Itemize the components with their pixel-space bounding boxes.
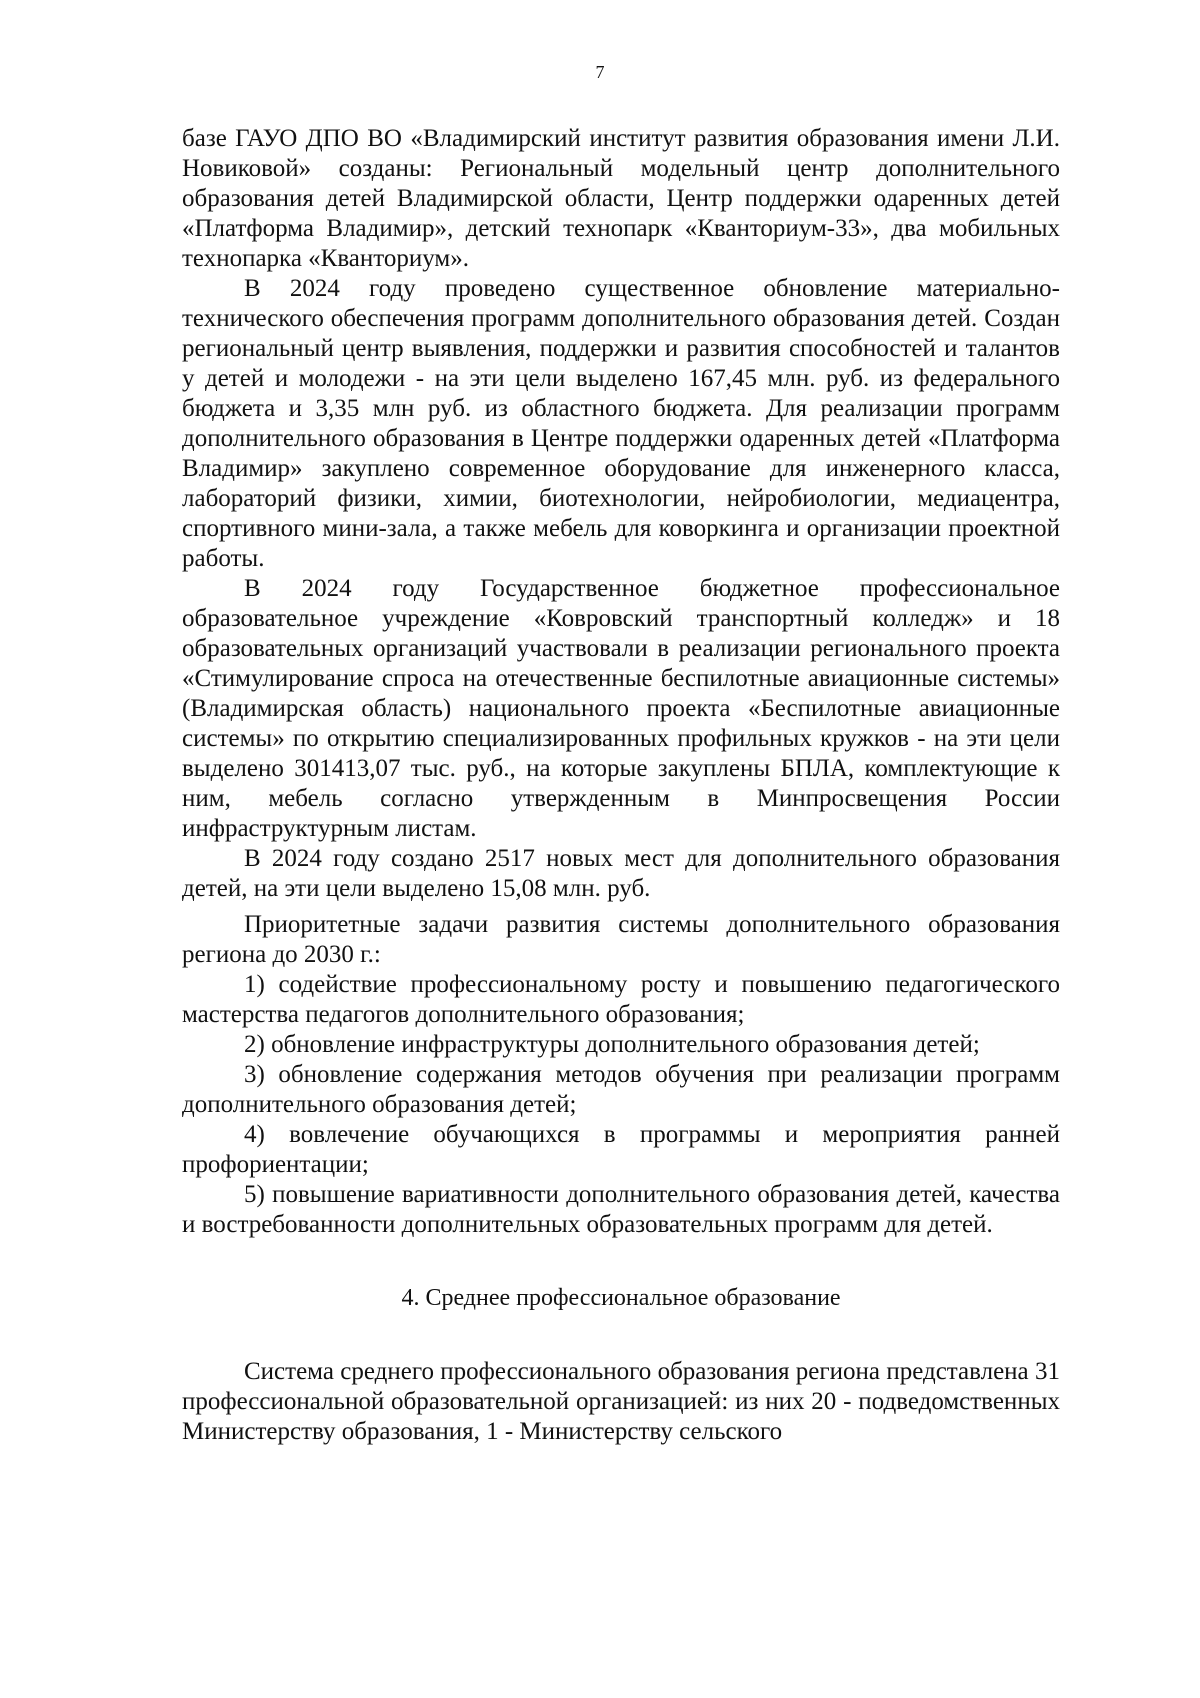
page-number: 7 [595,62,605,82]
document-body [182,124,1060,1447]
paragraph-spo-system: Система среднего профессионального образования региона представлена 31 профессиональной образовательной организацией: из них 20 - подведомственных Министерству образования, 1 - Министерству сельского [182,1358,1060,1445]
paragraph-continuation: базе ГАУО ДПО ВО «Владимирский институт развития образования имени Л.И. Новиковой» созданы: Региональный модельный центр дополнительного образования детей Владимирской области, Центр поддержки одаренных детей «Платформа Владимир», детский технопарк «Кванториум-33», два мобильных технопарка «Кванториум». [182,125,1060,272]
paragraph-equipment-update: В 2024 году проведено существенное обновление материально-технического обеспечения программ дополнительного образования детей. Создан региональный центр выявления, поддержки и развития способностей и талантов у детей и молодежи - на эти цели выделено 167,45 млн. руб. из федерального бюджета и 3,35 млн руб. из областного бюджета. Для реализации программ дополнительного образования в Центре поддержки одаренных детей «Платформа Владимир» закуплено современное оборудование для инженерного класса, лабораторий физики, химии, биотехнологии, нейробиологии, медиацентра, спортивного мини-зала, а также мебель для коворкинга и организации проектной работы. [182,275,1060,572]
section-heading: 4. Среднее профессиональное образование [401,1285,841,1311]
task-item-3: 3) обновление содержания методов обучения при реализации программ дополнительного образования детей; [182,1061,1060,1118]
task-item-4: 4) вовлечение обучающихся в программы и мероприятия ранней профориентации; [182,1121,1060,1178]
task-item-5: 5) повышение вариативности дополнительного образования детей, качества и востребованности дополнительных образовательных программ для детей. [182,1181,1060,1238]
paragraph-priority-tasks: Приоритетные задачи развития системы дополнительного образования региона до 2030 г.: [182,911,1060,968]
paragraph-drone-project: В 2024 году Государственное бюджетное профессиональное образовательное учреждение «Ковровский транспортный колледж» и 18 образовательных организаций участвовали в реализации регионального проекта «Стимулирование спроса на отечественные беспилотные авиационные системы» (Владимирская область) национального проекта «Беспилотные авиационные системы» по открытию специализированных профильных кружков - на эти цели выделено 301413,07 тыс. руб., на которые закуплены БПЛА, комплектующие к ним, мебель согласно утвержденным в Минпросвещения России инфраструктурным листам. [182,575,1060,842]
paragraph-new-places: В 2024 году создано 2517 новых мест для дополнительного образования детей, на эти цели выделено 15,08 млн. руб. [182,845,1060,902]
task-item-1: 1) содействие профессиональному росту и повышению педагогического мастерства педагогов дополнительного образования; [182,971,1060,1028]
task-item-2: 2) обновление инфраструктуры дополнительного образования детей; [244,1031,980,1058]
